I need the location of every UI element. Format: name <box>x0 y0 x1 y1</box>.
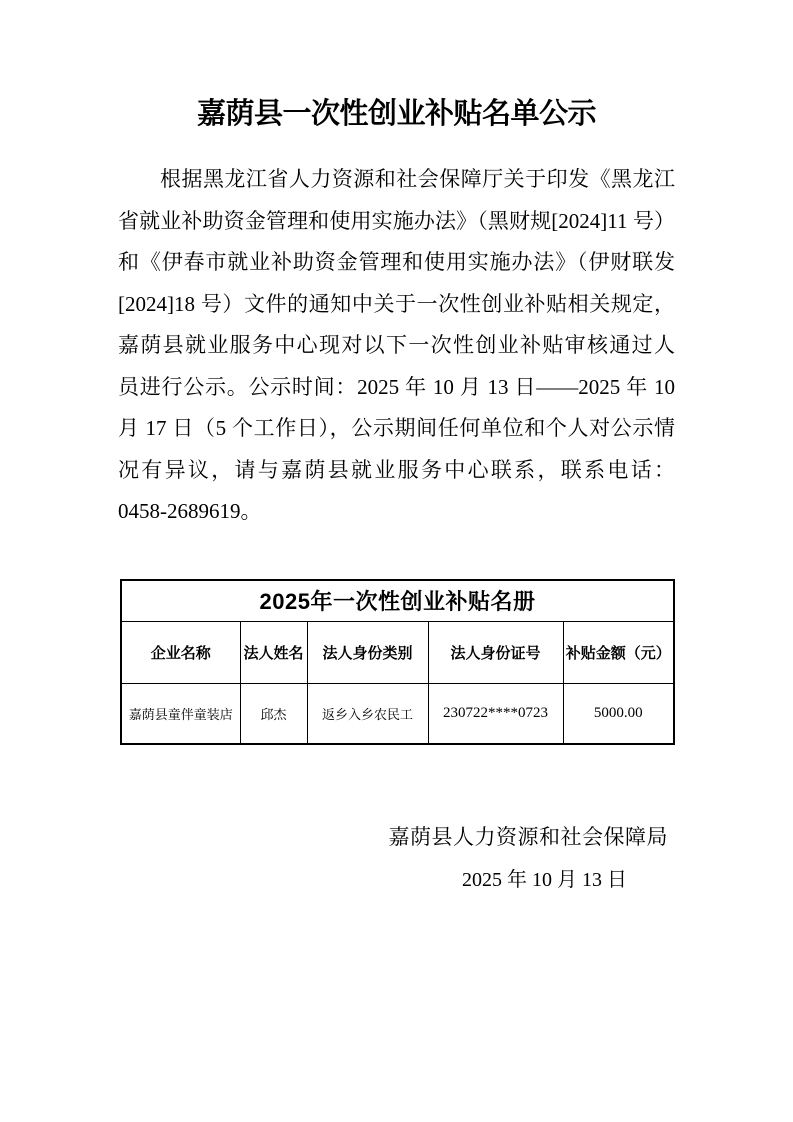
col-header-company-name: 企业名称 <box>121 621 240 683</box>
table-row <box>121 683 674 744</box>
paragraph-line: 根据黑龙江省人力资源和社会保障厅关于印发《黑龙江 <box>160 167 675 191</box>
signature-organization: 嘉荫县人力资源和社会保障局 <box>388 824 668 849</box>
paragraph-line: 0458-2689619。 <box>118 499 262 523</box>
paragraph-line: 况有异议，请与嘉荫县就业服务中心联系，联系电话： <box>118 457 675 482</box>
cell-legal-person-name: 邱杰 <box>240 683 307 744</box>
col-header-legal-person-name: 法人姓名 <box>240 621 307 683</box>
paragraph-line: 员进行公示。公示时间：2025 年 10 月 13 日——2025 年 10 <box>118 374 675 399</box>
cell-identity-category: 返乡入乡农民工 <box>307 683 428 744</box>
table-title-row <box>121 580 674 622</box>
body-paragraph <box>118 159 675 533</box>
cell-subsidy-amount: 5000.00 <box>563 683 674 744</box>
cell-company-name: 嘉荫县童伴童装店 <box>121 683 240 744</box>
col-header-identity-category: 法人身份类别 <box>307 621 428 683</box>
paragraph-line: 月 17 日（5 个工作日），公示期间任何单位和个人对公示情 <box>118 416 675 440</box>
paragraph-line: 省就业补助资金管理和使用实施办法》（黑财规[2024]11 号） <box>118 208 675 233</box>
col-header-id-number: 法人身份证号 <box>428 621 563 683</box>
paragraph-line: [2024]18 号）文件的通知中关于一次性创业补贴相关规定， <box>118 291 675 316</box>
col-header-subsidy-amount: 补贴金额（元） <box>563 621 674 683</box>
cell-id-number: 230722****0723 <box>428 683 563 744</box>
table-header-row <box>121 621 674 683</box>
subsidy-table <box>120 579 675 745</box>
paragraph-line: 和《伊春市就业补助资金管理和使用实施办法》（伊财联发 <box>118 250 675 274</box>
paragraph-line: 嘉荫县就业服务中心现对以下一次性创业补贴审核通过人 <box>118 333 675 357</box>
table-title: 2025年一次性创业补贴名册 <box>121 580 674 622</box>
document-title: 嘉荫县一次性创业补贴名单公示 <box>196 98 596 130</box>
signature-date: 2025 年 10 月 13 日 <box>462 868 627 891</box>
